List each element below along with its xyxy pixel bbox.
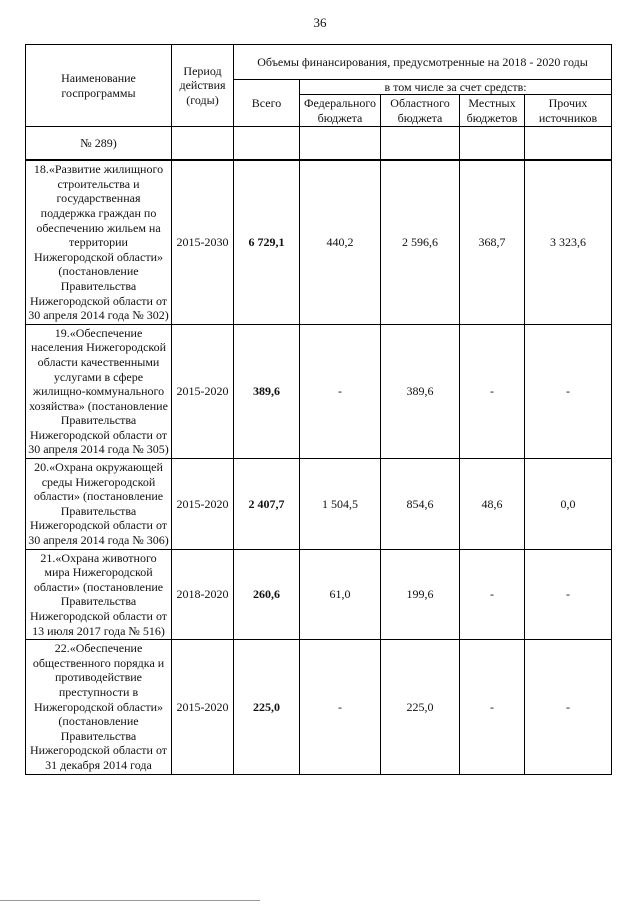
program-federal: - [300,324,381,458]
program-name: 19.«Обеспечение населения Нижегородской области качественными услугами в сфере жилищно-коммунального хозяйства» (постановление Правительства Нижегородской области от 30 апреля 2014 года № 305) [26,324,172,458]
program-federal: 1 504,5 [300,459,381,550]
continuation-name: № 289) [26,127,172,160]
program-total: 225,0 [234,640,300,774]
table-row [26,640,612,774]
program-total: 389,6 [234,324,300,458]
table-row [26,161,612,325]
program-federal: - [300,640,381,774]
program-period: 2015-2020 [172,324,234,458]
program-total: 6 729,1 [234,161,300,325]
header-total: Всего [234,80,300,127]
program-name: 21.«Охрана животного мира Нижегородской области» (постановление Правительства Нижегородской области от 13 июля 2017 года № 516) [26,549,172,640]
financing-table [25,44,612,775]
header-including: в том числе за счет средств: [300,80,612,95]
program-federal: 440,2 [300,161,381,325]
program-other: 0,0 [525,459,612,550]
empty-cell [300,127,381,160]
program-regional: 199,6 [381,549,460,640]
program-name: 18.«Развитие жилищного строительства и государственная поддержка граждан по обеспечению жильем на территории Нижегородской области» (постановление Правительства Нижегородской области от 30 апреля 2014 года № 302) [26,161,172,325]
program-other: - [525,640,612,774]
program-total: 2 407,7 [234,459,300,550]
empty-cell [234,127,300,160]
table-row [26,549,612,640]
empty-cell [381,127,460,160]
program-regional: 854,6 [381,459,460,550]
program-local: - [460,324,525,458]
page-number: 36 [313,15,327,30]
footer-divider [0,900,260,901]
program-local: 48,6 [460,459,525,550]
header-other: Прочих источников [525,95,612,127]
program-name: 20.«Охрана окружающей среды Нижегородской области» (постановление Правительства Нижегородской области от 30 апреля 2014 года № 306) [26,459,172,550]
program-regional: 2 596,6 [381,161,460,325]
header-regional: Областного бюджета [381,95,460,127]
program-local: - [460,640,525,774]
program-period: 2015-2020 [172,640,234,774]
program-total: 260,6 [234,549,300,640]
program-local: - [460,549,525,640]
program-other: - [525,549,612,640]
empty-cell [460,127,525,160]
program-federal: 61,0 [300,549,381,640]
program-period: 2015-2030 [172,161,234,325]
program-period: 2015-2020 [172,459,234,550]
empty-cell [525,127,612,160]
table-row [26,324,612,458]
table-row-continuation [26,127,612,160]
program-name: 22.«Обеспечение общественного порядка и противодействие преступности в Нижегородской области» (постановление Правительства Нижегородской области от 31 декабря 2014 года [26,640,172,774]
header-federal: Федерального бюджета [300,95,381,127]
program-other: - [525,324,612,458]
header-period: Период действия (годы) [172,45,234,127]
table-row [26,459,612,550]
empty-cell [172,127,234,160]
program-period: 2018-2020 [172,549,234,640]
program-local: 368,7 [460,161,525,325]
header-volume: Объемы финансирования, предусмотренные на 2018 - 2020 годы [234,45,612,80]
program-other: 3 323,6 [525,161,612,325]
program-regional: 225,0 [381,640,460,774]
header-name: Наименование госпрограммы [26,45,172,127]
header-local: Местных бюджетов [460,95,525,127]
program-regional: 389,6 [381,324,460,458]
